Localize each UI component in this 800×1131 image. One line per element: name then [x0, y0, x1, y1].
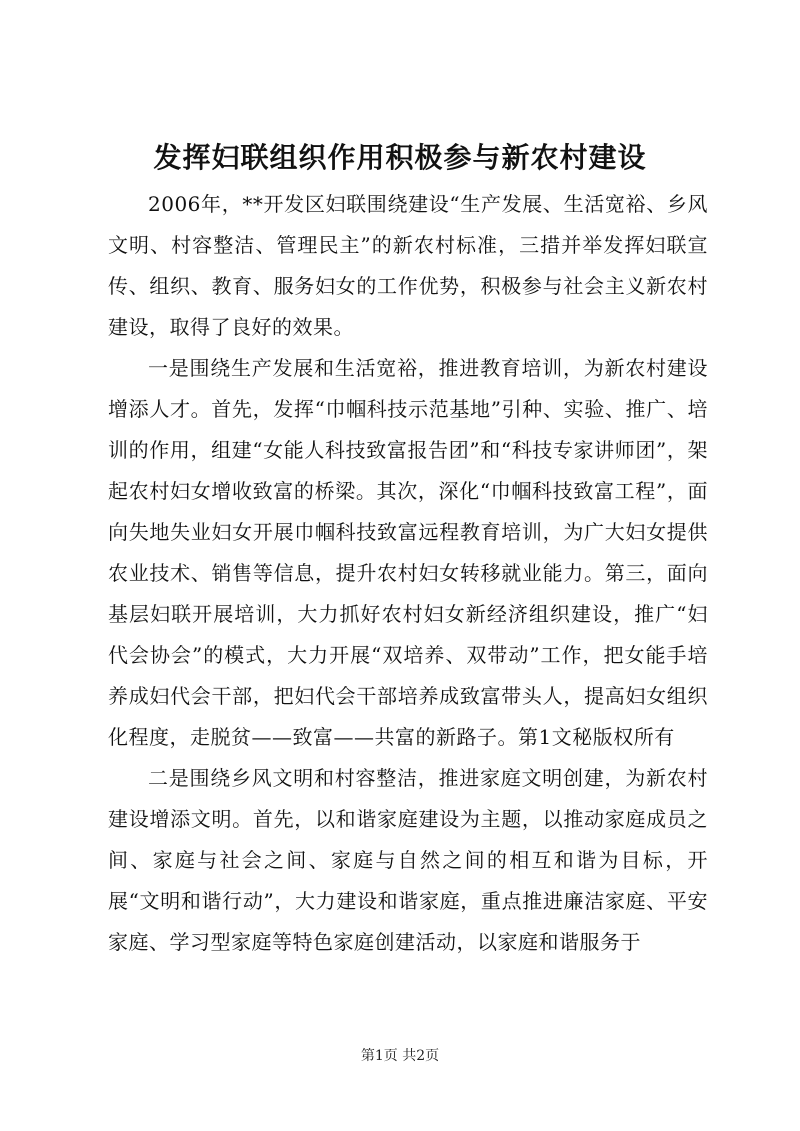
paragraph-family-civilization: 二是围绕乡风文明和村容整洁，推进家庭文明创建，为新农村建设增添文明。首先，以和谐家庭建设为主题，以推动家庭成员之间、家庭与社会之间、家庭与自然之间的相互和谐为目标，开展“文明和谐行动”，大力建设和谐家庭，重点推进廉洁家庭、平安家庭、学习型家庭等特色家庭创建活动，以家庭和谐服务于 — [108, 766, 708, 954]
paragraph-education-training: 一是围绕生产发展和生活宽裕，推进教育培训，为新农村建设增添人才。首先，发挥“巾帼科技示范基地”引种、实验、推广、培训的作用，组建“女能人科技致富报告团”和“科技专家讲师团”，架起农村妇女增收致富的桥梁。其次，深化“巾帼科技致富工程”，面向失地失业妇女开展巾帼科技致富远程教育培训，为广大妇女提供农业技术、销售等信息，提升农村妇女转移就业能力。第三，面向基层妇联开展培训，大力抓好农村妇女新经济组织建设，推广“妇代会协会”的模式，大力开展“双培养、双带动”工作，把女能手培养成妇代会干部，把妇代会干部培养成致富带头人，提高妇女组织化程度，走脱贫——致富——共富的新路子。第1文秘版权所有 — [108, 356, 708, 749]
document-body — [108, 184, 708, 963]
document-title: 发挥妇联组织作用积极参与新农村建设 — [153, 141, 647, 174]
paragraph-intro: 2006年，**开发区妇联围绕建设“生产发展、生活宽裕、乡风文明、村容整洁、管理民主”的新农村标准，三措并举发挥妇联宣传、组织、教育、服务妇女的工作优势，积极参与社会主义新农村建设，取得了良好的效果。 — [108, 192, 708, 339]
page-footer: 第1页 共2页 — [360, 1048, 440, 1064]
